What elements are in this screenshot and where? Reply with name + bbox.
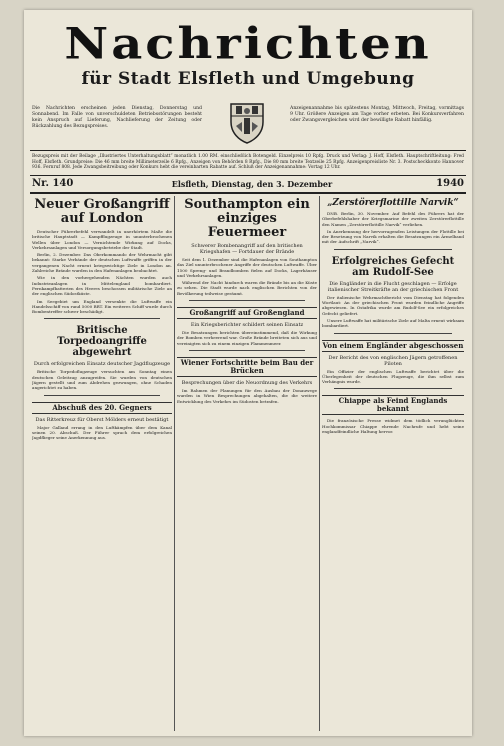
paragraph: Im Seegebiet um England versenkte die Luftwaffe ein Handelsschiff von rund 5000 BRT. Ein weiteres Schiff wurde durch Bombentreffer schwer beschädigt. bbox=[32, 298, 172, 315]
headline: Wiener Fortschritte beim Bau der Brücken bbox=[177, 357, 317, 377]
paragraph: Unsere Luftwaffe hat militärische Ziele auf Malta erneut wirksam bombardiert. bbox=[322, 317, 464, 329]
paragraph: Die Besatzungen berichten übereinstimmend, daß die Wirkung der Bomben verheerend war. Große Brände breiteten sich aus und vereinigten sich zu einem einzigen Flammenmeer. bbox=[177, 330, 317, 346]
subheadline: Durch erfolgreichen Einsatz deutscher Jagdflugzeuge bbox=[33, 361, 171, 368]
divider bbox=[189, 350, 305, 351]
place-date: Elsfleth, Dienstag, den 3. Dezember bbox=[171, 179, 333, 189]
newspaper-subtitle: für Stadt Elsfleth und Umgebung bbox=[81, 69, 415, 89]
paragraph: In Anerkennung der hervorragenden Leistungen der Flottille bei der Besetzung von Narvik erhalten die Besatzungen ein Ärmelband mit der Aufschrift „Narvik“. bbox=[322, 228, 464, 245]
headline: Chiappe als Feind Englands bekannt bbox=[322, 395, 464, 415]
newspaper-page bbox=[24, 10, 472, 736]
paragraph: Berlin, 2. Dezember. Das Oberkommando der Wehrmacht gibt bekannt: Starke Verbände der deutschen Luftwaffe griffen in der vergangenen Nacht erneut kriegswichtige Ziele in London an. Zahlreiche Brände wurden in den Hafenanlagen beobachtet. bbox=[32, 252, 172, 274]
paragraph: Wie in den vorhergehenden Nächten wurden auch Industrieanlagen in Mittelengland bombardiert. Fernkampfbatterien des Heeres beschossen militärische Ziele an der englischen Südostküste. bbox=[32, 275, 172, 297]
subheadline: Der Bericht des von englischen Jägern getroffenen Piloten bbox=[328, 354, 458, 367]
column-3 bbox=[322, 196, 464, 731]
advertising-info: Anzeigenannahme bis spätestens Montag, Mittwoch, Freitag, vormittags 9 Uhr. Größere Anzeigen am Tage vorher erbeten. Bei Konkursverfahren oder Zwangsvergleichen wird der bewilligte Rabatt hinfällig. bbox=[290, 106, 464, 123]
headline: Von einem Engländer abgeschossen bbox=[322, 340, 464, 350]
divider bbox=[189, 300, 305, 301]
paragraph: Während der Nacht hindurch waren die Brände bis an die Küste zu sehen. Die Stadt wurde nach englischen Berichten von der Bevölkerung teilweise geräumt. bbox=[177, 280, 317, 296]
paragraph: Britische Torpedoflugzeuge versuchten am Sonntag einen deutschen Geleitzug anzugreifen. Sie wurden von deutschen Jägern gestellt und zum Abdrehen gezwungen, ohne Schaden angerichtet zu haben. bbox=[32, 369, 172, 391]
paragraph: Major Galland errang in den Luftkämpfen über dem Kanal seinen 20. Abschuß. Der Führer sprach dem erfolgreichen Jagdflieger seine Anerkennung aus. bbox=[32, 424, 172, 441]
column-rule bbox=[319, 196, 320, 731]
masthead bbox=[32, 18, 464, 88]
divider bbox=[30, 175, 466, 176]
headline: Britische Torpedoangriffe abgewehrt bbox=[57, 325, 147, 359]
coat-of-arms-icon bbox=[228, 100, 266, 144]
paragraph: Seit dem 1. Dezember sind die Hafenanlagen von Southampton das Ziel ununterbrochener Angriffe der deutschen Luftwaffe. Über 1500 Spreng- und Brandbomben fielen auf Docks, Lagerhäuser und Verkehrsanlagen. bbox=[177, 257, 317, 278]
divider bbox=[44, 318, 160, 319]
column-rule bbox=[174, 196, 175, 731]
headline: Neuer Großangriff auf London bbox=[34, 197, 170, 226]
divider bbox=[334, 333, 452, 334]
newspaper-title: Nachrichten bbox=[64, 18, 432, 70]
paragraph: DNB. Berlin, 30. November. Auf Befehl des Führers hat der Oberbefehlshaber der Kriegsmarine der zweiten Zerstörerflottille den Namen „Zerstörerflottille Narvik“ verliehen. bbox=[322, 211, 464, 227]
issue-number: Nr. 140 bbox=[32, 178, 74, 189]
dateline bbox=[32, 178, 464, 190]
year: 1940 bbox=[436, 178, 464, 189]
paragraph: Die französische Presse widmet dem tödlich verunglückten Hochkommissar Chiappe ehrende Nachrufe und hebt seine englandfeindliche Haltung hervor. bbox=[322, 418, 464, 435]
paragraph: Der italienische Wehrmachtbericht vom Dienstag hat folgenden Wortlaut: An der griechischen Front wurden feindliche Angriffe abgewiesen. In Ostafrika wurde am Rudolf-See ein erfolgreiches Gefecht geliefert. bbox=[322, 294, 464, 316]
subheadline: Ein Kriegsberichter schildert seinen Einsatz bbox=[190, 322, 304, 329]
subheadline: Schwerer Bombenangriff auf den britischen Kriegshafen — Fortdauer der Brände bbox=[191, 243, 303, 255]
subheadline: Die Engländer in die Flucht geschlagen — Erfolge italienischer Streitkräfte an der griechischen Front bbox=[327, 280, 459, 293]
subheadline: Besprechungen über die Neuordnung des Verkehrs bbox=[181, 379, 313, 386]
headline: Southampton ein einziges Feuermeer bbox=[184, 197, 310, 240]
column-2 bbox=[177, 196, 317, 731]
divider bbox=[44, 395, 160, 396]
paragraph: Deutscher Führerbefehl verwandelt in unerhörtem Maße die britische Hauptstadt — Kampfflugzeuge in ununterbrochenen Wellen über London — Vernichtende Wirkung auf Docks, Verkehrsanlagen und Versorgungsbetriebe der Stadt. bbox=[32, 229, 172, 250]
price-info: Bezugspreis mit der Beilage „Illustriertes Unterhaltungsblatt“ monatlich 1.00 RM. einschließlich Botengeld. Einzelpreis 10 Rpfg. Druck und Verlag: J. Hoff, Elsfleth. Hauptschriftleitung: Fred Hoff, Elsfleth. Grundpreise: Die 46 mm breite Millimeterzeile 6 Rpfg., Anzeigen von Behörden 8 Rpfg., Die 80 mm breite Textzeile 25 Rpfg. Anzeigenpreisliste Nr. 3. Postscheckkonto Hannover 936. Fernruf 808. Jede Zwangsbeitreibung oder Konkurs hebt die vereinbarten Rabatte auf. Schluß der Anzeigenannahme: Vortag 12 Uhr. bbox=[32, 154, 464, 171]
divider bbox=[334, 249, 452, 250]
headline: Erfolgreiches Gefecht am Rudolf-See bbox=[331, 255, 455, 278]
paragraph: Im Rahmen der Planungen für den Ausbau der Donauwege wurden in Wien Besprechungen abgehalten, die die weitere Entwicklung des Verkehrs im Südosten betrafen. bbox=[177, 387, 317, 404]
column-1 bbox=[32, 196, 172, 731]
subheadline: Das Ritterkreuz für Oberst Mölders erneut bestätigt bbox=[35, 416, 169, 423]
divider bbox=[334, 388, 452, 389]
paragraph: Ein Offizier der englischen Luftwaffe berichtet über die Überlegenheit der deutschen Flugzeuge, die ihm selbst zum Verhängnis wurde. bbox=[322, 368, 464, 385]
divider bbox=[30, 150, 466, 151]
divider bbox=[30, 192, 466, 194]
headline: „Zerstörerflottille Narvik“ bbox=[327, 198, 459, 208]
publication-info: Die Nachrichten erscheinen jeden Dienstag, Donnerstag und Sonnabend. Im Falle von unverschuldeten Betriebsstörungen besteht kein Anspruch auf Lieferung, Nachlieferung der Zeitung oder Rückzahlung des Bezugspreises. bbox=[32, 106, 202, 129]
headline: Abschuß des 20. Gegners bbox=[32, 402, 172, 414]
headline: Großangriff auf Großengland bbox=[177, 307, 317, 319]
